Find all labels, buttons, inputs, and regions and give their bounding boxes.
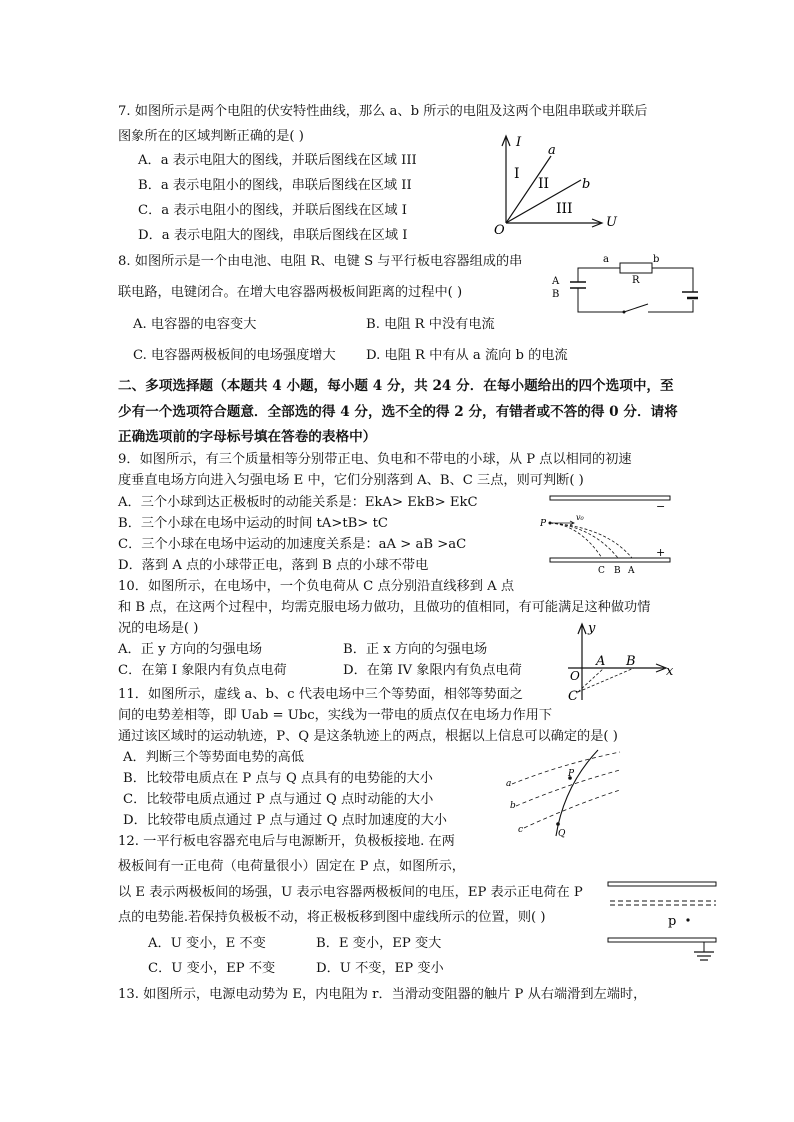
q7-line2: 图象所在的区域判断正确的是( ) bbox=[118, 129, 304, 144]
q8-line1: 8. 如图所示是一个由电池、电阻 R、电键 S 与平行板电容器组成的串 bbox=[118, 254, 523, 269]
q10-axis-y: y bbox=[588, 621, 596, 636]
q8-label-b: b bbox=[653, 254, 660, 265]
q8-circuit bbox=[548, 252, 698, 318]
q7-option-b: B．a 表示电阻小的图线，串联后图线在区域 II bbox=[138, 178, 412, 193]
q11-option-c: C．比较带电质点通过 P 点与通过 Q 点时动能的大小 bbox=[123, 792, 434, 807]
q11-line3: 通过该区域时的运动轨迹，P、Q 是这条轨迹上的两点，根据以上信息可以确定的是( ) bbox=[118, 729, 618, 744]
q11-line1: 11．如图所示，虚线 a、b、c 代表电场中三个等势面，相邻等势面之 bbox=[118, 687, 523, 702]
q8-label-r: R bbox=[632, 275, 640, 286]
q9-option-d: D．落到 A 点的小球带正电，落到 B 点的小球不带电 bbox=[118, 558, 429, 573]
q10-origin: O bbox=[570, 669, 580, 683]
q8-option-b: B. 电阻 R 中没有电流 bbox=[366, 317, 495, 332]
q7-line-b: b bbox=[582, 177, 591, 192]
q10-option-a: A．正 y 方向的匀强电场 bbox=[118, 642, 263, 657]
q11-equipotential-diagram bbox=[502, 746, 622, 842]
q9-label-b: B bbox=[614, 566, 621, 576]
q9-label-c: C bbox=[598, 566, 605, 576]
q10-option-c: C．在第 I 象限内有负点电荷 bbox=[118, 663, 287, 678]
q11-line2: 间的电势差相等，即 Uab = Ubc，实线为一带电的质点仅在电场力作用下 bbox=[118, 708, 553, 723]
q7-origin: O bbox=[494, 223, 505, 238]
q12-option-d: D．U 不变，EP 变小 bbox=[316, 961, 444, 976]
q10-line3: 况的电场是( ) bbox=[118, 621, 199, 636]
q9-option-c: C．三个小球在电场中运动的加速度关系是：aA > aB >aC bbox=[118, 537, 467, 552]
q7-option-a: A．a 表示电阻大的图线，并联后图线在区域 III bbox=[138, 153, 417, 168]
q8-option-a: A. 电容器的电容变大 bbox=[133, 317, 257, 332]
q11-option-b: B．比较带电质点在 P 点与 Q 点具有的电势能的大小 bbox=[123, 771, 433, 786]
q9-label-a: A bbox=[628, 566, 635, 576]
q8-line2: 联电路，电键闭合。在增大电容器两极板间距离的过程中( ) bbox=[118, 285, 463, 300]
q12-line3: 以 E 表示两极板间的场强，U 表示电容器两极板间的电压，EP 表示正电荷在 P bbox=[118, 885, 583, 900]
q13-line1: 13. 如图所示，电源电动势为 E，内电阻为 r．当滑动变阻器的触片 P 从右端滑到左端时， bbox=[118, 987, 647, 1002]
q8-label-plate-a: A bbox=[552, 276, 560, 287]
section2-line1: 二、多项选择题（本题共 4 小题，每小题 4 分，共 24 分．在每小题给出的四个选项中，至 bbox=[118, 378, 674, 394]
q8-label-a: a bbox=[603, 254, 609, 265]
q11-label-b: b bbox=[510, 801, 516, 811]
q9-field-diagram bbox=[540, 490, 680, 576]
q9-label-p: P bbox=[540, 519, 547, 529]
q11-label-a: a bbox=[506, 779, 512, 789]
q12-line1: 12. 一平行板电容器充电后与电源断开，负极板接地. 在两 bbox=[118, 834, 455, 849]
q7-axis-i: I bbox=[516, 135, 522, 150]
q9-option-b: B．三个小球在电场中运动的时间 tA>tB> tC bbox=[118, 516, 389, 531]
q10-point-b: B bbox=[626, 654, 636, 669]
q12-option-c: C．U 变小，EP 不变 bbox=[148, 961, 276, 976]
q11-label-c: c bbox=[518, 825, 524, 835]
q10-option-d: D．在第 IV 象限内有负点电荷 bbox=[343, 663, 522, 678]
q7-line-a: a bbox=[548, 143, 556, 158]
q10-line2: 和 B 点，在这两个过程中，均需克服电场力做功，且做功的值相同，有可能满足这种做功情 bbox=[118, 600, 651, 615]
q10-axis-x: x bbox=[666, 664, 674, 679]
q8-option-d: D. 电阻 R 中有从 a 流向 b 的电流 bbox=[366, 348, 568, 363]
q9-label-plus: + bbox=[656, 546, 666, 559]
q12-line4: 点的电势能.若保持负极板不动，将正极板移到图中虚线所示的位置，则( ) bbox=[118, 910, 546, 925]
q11-option-d: D．比较带电质点通过 P 点与通过 Q 点时加速度的大小 bbox=[123, 813, 447, 828]
q9-line2: 度垂直电场方向进入匀强电场 E 中，它们分别落到 A、B、C 三点，则可判断( ) bbox=[118, 473, 584, 488]
q11-option-a: A．判断三个等势面电势的高低 bbox=[123, 750, 304, 765]
q9-label-v0: v₀ bbox=[576, 513, 584, 522]
q7-line1: 7. 如图所示是两个电阻的伏安特性曲线，那么 a、b 所示的电阻及这两个电阻串联或并联后 bbox=[118, 104, 648, 119]
q10-option-b: B．正 x 方向的匀强电场 bbox=[343, 642, 488, 657]
q9-option-a: A．三个小球到达正极板时的动能关系是：EkA> EkB> EkC bbox=[118, 495, 478, 510]
section2-line2: 少有一个选项符合题意．全部选的得 4 分，选不全的得 2 分，有错者或不答的得 0 分．请将 bbox=[118, 404, 678, 420]
q12-option-a: A．U 变小，E 不变 bbox=[148, 936, 266, 951]
q7-region-1: I bbox=[514, 166, 520, 182]
q10-axes-diagram bbox=[560, 620, 680, 704]
q8-label-plate-b: B bbox=[552, 289, 560, 300]
section2-line3: 正确选项前的字母标号填在答卷的表格中） bbox=[118, 429, 377, 445]
q11-label-q: Q bbox=[558, 829, 566, 839]
q7-region-2: II bbox=[538, 176, 550, 192]
q12-option-b: B．E 变小，EP 变大 bbox=[316, 936, 442, 951]
q9-label-minus: − bbox=[656, 500, 666, 513]
q10-point-a: A bbox=[596, 654, 606, 669]
q12-capacitor-diagram bbox=[604, 876, 724, 970]
q10-point-c: C bbox=[568, 689, 578, 704]
q12-line2: 极板间有一正电荷（电荷量很小）固定在 P 点，如图所示， bbox=[118, 859, 465, 874]
q7-option-d: D．a 表示电阻大的图线，串联后图线在区域 I bbox=[138, 228, 408, 243]
q7-option-c: C．a 表示电阻小的图线，并联后图线在区域 I bbox=[138, 203, 407, 218]
q7-region-3: III bbox=[556, 201, 573, 217]
q12-label-p: p bbox=[668, 914, 677, 929]
q7-axis-u: U bbox=[606, 215, 617, 230]
q10-line1: 10．如图所示，在电场中，一个负电荷从 C 点分别沿直线移到 A 点 bbox=[118, 579, 515, 594]
q9-line1: 9．如图所示，有三个质量相等分别带正电、负电和不带电的小球，从 P 点以相同的初速 bbox=[118, 452, 632, 467]
q11-label-p: P bbox=[568, 769, 575, 779]
q8-option-c: C. 电容器两极板间的电场强度增大 bbox=[133, 348, 336, 363]
q7-iu-graph bbox=[486, 128, 626, 238]
